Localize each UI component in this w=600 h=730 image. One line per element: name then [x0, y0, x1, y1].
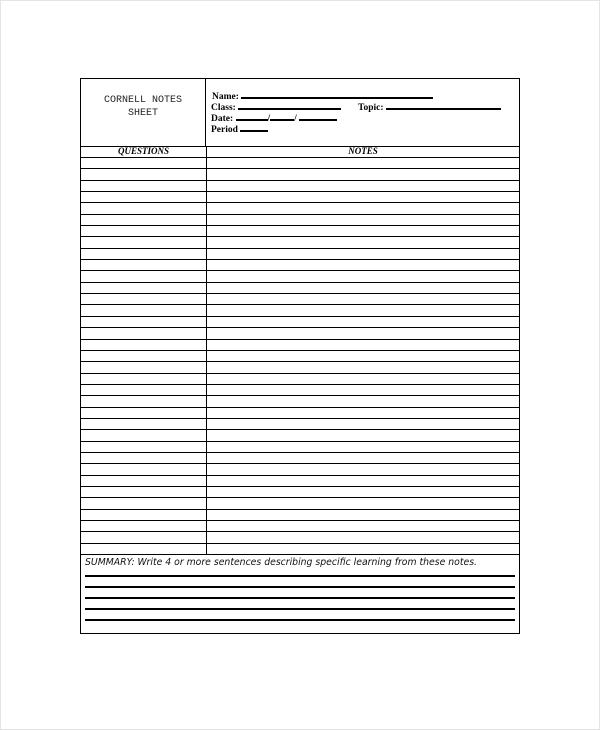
question-cell[interactable] [81, 249, 207, 259]
table-row [81, 430, 519, 441]
table-row [81, 260, 519, 271]
question-cell[interactable] [81, 521, 207, 531]
question-cell[interactable] [81, 192, 207, 202]
table-row [81, 237, 519, 248]
table-row [81, 271, 519, 282]
table-row [81, 181, 519, 192]
table-row [81, 532, 519, 543]
question-cell[interactable] [81, 544, 207, 554]
table-row [81, 419, 519, 430]
table-row [81, 340, 519, 351]
table-row [81, 510, 519, 521]
question-cell[interactable] [81, 408, 207, 418]
table-row [81, 544, 519, 555]
period-field[interactable] [211, 123, 268, 136]
question-cell[interactable] [81, 532, 207, 542]
table-row [81, 283, 519, 294]
date-label: Date: [211, 114, 234, 124]
question-cell[interactable] [81, 215, 207, 225]
title-line-1: CORNELL NOTES [103, 95, 182, 106]
table-row [81, 385, 519, 396]
summary-instructions: SUMMARY: Write 4 or more sentences describing specific learning from these notes. [85, 557, 478, 568]
table-row [81, 305, 519, 316]
question-cell[interactable] [81, 305, 207, 315]
table-row [81, 294, 519, 305]
question-cell[interactable] [81, 419, 207, 429]
questions-header: QUESTIONS [81, 146, 207, 157]
summary-line[interactable] [85, 608, 515, 610]
question-cell[interactable] [81, 203, 207, 213]
date-field[interactable]: Date: / / [211, 112, 337, 125]
question-cell[interactable] [81, 430, 207, 440]
question-cell[interactable] [81, 351, 207, 361]
table-row [81, 158, 519, 169]
topic-label: Topic: [358, 103, 384, 113]
question-cell[interactable] [81, 158, 207, 168]
table-row [81, 442, 519, 453]
period-label: Period [211, 125, 238, 135]
question-cell[interactable] [81, 362, 207, 372]
question-cell[interactable] [81, 237, 207, 247]
table-row [81, 453, 519, 464]
table-row [81, 521, 519, 532]
question-cell[interactable] [81, 328, 207, 338]
question-cell[interactable] [81, 464, 207, 474]
question-cell[interactable] [81, 374, 207, 384]
question-cell[interactable] [81, 181, 207, 191]
question-cell[interactable] [81, 294, 207, 304]
summary-line[interactable] [85, 586, 515, 588]
note-rows [81, 158, 519, 555]
summary-section [81, 555, 519, 633]
summary-line[interactable] [85, 575, 515, 577]
table-row [81, 374, 519, 385]
topic-field[interactable] [358, 101, 501, 114]
question-cell[interactable] [81, 260, 207, 270]
table-row [81, 487, 519, 498]
question-cell[interactable] [81, 498, 207, 508]
table-row [81, 249, 519, 260]
sheet-header [81, 79, 519, 147]
question-cell[interactable] [81, 487, 207, 497]
table-row [81, 328, 519, 339]
question-cell[interactable] [81, 271, 207, 281]
cornell-notes-sheet [80, 78, 520, 634]
question-cell[interactable] [81, 510, 207, 520]
question-cell[interactable] [81, 340, 207, 350]
table-row [81, 169, 519, 180]
question-cell[interactable] [81, 317, 207, 327]
class-label: Class: [211, 103, 236, 113]
summary-line[interactable] [85, 597, 515, 599]
table-row [81, 317, 519, 328]
notes-header: NOTES [348, 146, 378, 156]
question-cell[interactable] [81, 442, 207, 452]
table-row [81, 396, 519, 407]
table-row [81, 351, 519, 362]
table-row [81, 498, 519, 509]
question-cell[interactable] [81, 453, 207, 463]
column-headers [81, 146, 519, 158]
sheet-title [81, 79, 206, 146]
table-row [81, 226, 519, 237]
table-row [81, 203, 519, 214]
question-cell[interactable] [81, 226, 207, 236]
table-row [81, 362, 519, 373]
question-cell[interactable] [81, 396, 207, 406]
table-row [81, 215, 519, 226]
question-cell[interactable] [81, 283, 207, 293]
name-label: Name: [212, 92, 239, 102]
question-cell[interactable] [81, 476, 207, 486]
table-row [81, 476, 519, 487]
table-row [81, 408, 519, 419]
question-cell[interactable] [81, 385, 207, 395]
summary-line[interactable] [85, 619, 515, 621]
table-row [81, 464, 519, 475]
table-row [81, 192, 519, 203]
title-line-2: SHEET [127, 108, 158, 119]
question-cell[interactable] [81, 169, 207, 179]
